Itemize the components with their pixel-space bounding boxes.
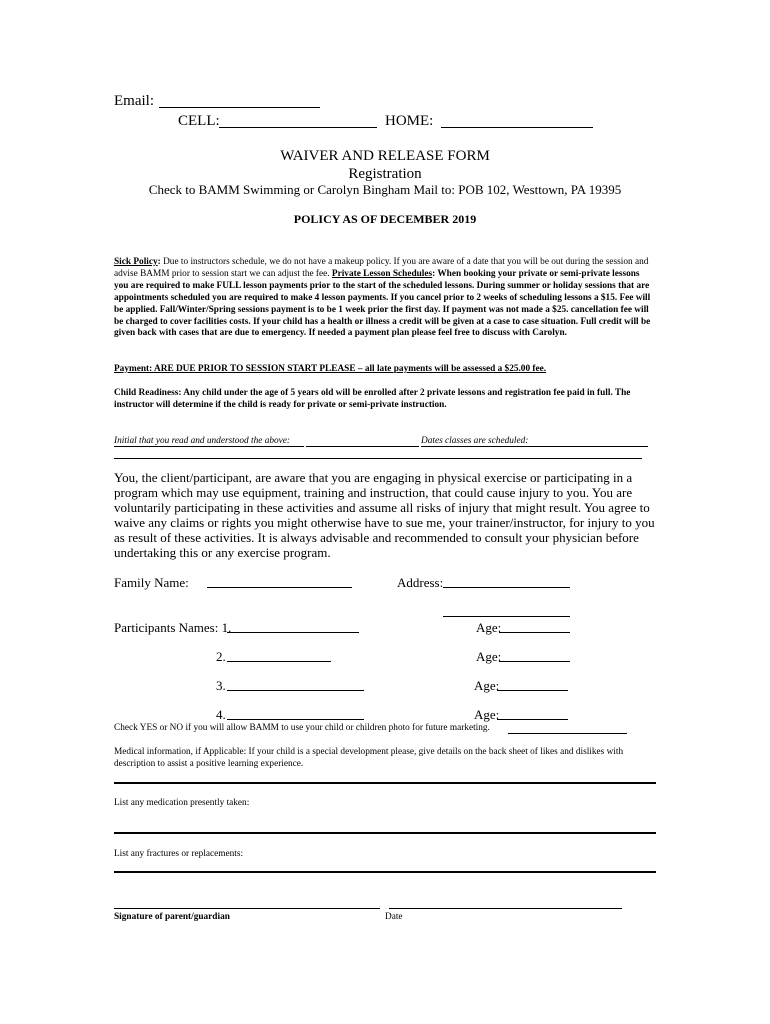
- policy-heading: POLICY AS OF DECEMBER 2019: [293, 212, 477, 226]
- home-label: HOME:: [385, 113, 434, 129]
- child-readiness-policy: Child Readiness: Any child under the age of 5 years old will be enrolled after 2 private lessons and registration fee paid in full. The instructor will determine if the child is ready for private or semi-private instruction.: [114, 388, 631, 410]
- address-label: Address:: [397, 575, 444, 590]
- date-label: Date: [385, 912, 403, 922]
- payment-policy: Payment: ARE DUE PRIOR TO SESSION START PLEASE – all late payments will be assessed a $25.00 fee.: [114, 364, 547, 374]
- private-lesson-text: When booking your private or semi-private lessons you are required to make FULL lesson payments prior to the start of the scheduled lessons. During summer or holiday sessions that are appointments scheduled you are required to make 4 lesson payments. If you cancel prior to 2 weeks of scheduling lessons a $15. Fee will be applied. Fall/Winter/Spring sessions payment is to be 1 week prior the first day. If payment was not made a $25. cancellation fee will be charged to cover facilities costs. If your child has a health or illness a credit will be given at a case to case situation. Full credit will be given back with cases that are due to emergency. If needed a payment plan please feel free to discuss with Carolyn.: [114, 268, 651, 339]
- fractures-label: List any fractures or replacements:: [114, 849, 244, 859]
- age-4-field[interactable]: [497, 719, 568, 720]
- address-field[interactable]: [443, 587, 570, 588]
- age-2-label: Age:: [476, 649, 502, 664]
- age-4-label: Age:: [474, 707, 500, 722]
- fractures-field[interactable]: [114, 871, 656, 873]
- participant-4-number: 4.: [216, 707, 226, 722]
- age-1-label: Age:: [476, 620, 502, 635]
- participant-2-number: 2.: [216, 649, 226, 664]
- photo-consent-label: Check YES or NO if you will allow BAMM to use your child or children photo for future marketing.: [114, 723, 490, 733]
- participant-2-field[interactable]: [227, 661, 331, 662]
- email-label: Email:: [114, 93, 154, 109]
- age-2-field[interactable]: [499, 661, 570, 662]
- age-1-field[interactable]: [499, 632, 570, 633]
- participant-1-field[interactable]: [227, 632, 359, 633]
- dates-label: Dates classes are scheduled:: [421, 436, 529, 446]
- sick-policy-label: Sick Policy: [114, 257, 158, 267]
- participants-label: Participants Names: 1.: [114, 620, 232, 635]
- cell-label: CELL:: [178, 113, 220, 129]
- signature-field[interactable]: [114, 908, 380, 909]
- address-field-line-2[interactable]: [443, 616, 570, 617]
- form-title: WAIVER AND RELEASE FORM: [280, 148, 490, 164]
- waiver-paragraph: You, the client/participant, are aware that you are engaging in physical exercise or participating in a program which may use equipment, training and instruction, that could cause injury to you. You are voluntarily participating in these activities and assume all risks of injury that might result. You agree to waive any claims or rights you might otherwise have to sue me, your trainer/instructor, for injury to you as result of these activities. It is always advisable and recommended to consult your physician before undertaking this or any exercise program.: [114, 470, 655, 560]
- dates-label-underline: [421, 446, 536, 447]
- medication-field[interactable]: [114, 832, 656, 834]
- initial-label: Initial that you read and understood the above:: [114, 436, 291, 446]
- medication-label: List any medication presently taken:: [114, 798, 250, 808]
- sick-policy-text: Due to instructors schedule, we do not have a makeup policy. If you are aware of a date that you will be out during the session and advise BAMM prior to session start we can adjust the fee.: [114, 257, 649, 279]
- form-subtitle: Registration: [348, 166, 422, 182]
- participant-4-field[interactable]: [227, 719, 364, 720]
- initial-label-underline: [114, 446, 304, 447]
- dates-field-continuation[interactable]: [114, 458, 642, 459]
- mail-instructions: Check to BAMM Swimming or Carolyn Bingham Mail to: POB 102, Westtown, PA 19395: [148, 182, 622, 197]
- cell-field[interactable]: [219, 127, 377, 128]
- email-field[interactable]: [159, 107, 320, 108]
- participant-3-number: 3.: [216, 678, 226, 693]
- medical-info-text: Medical information, if Applicable: If your child is a special development please, give details on the back sheet of likes and dislikes with description to assist a positive learning experience.: [114, 747, 624, 769]
- family-name-field[interactable]: [207, 587, 352, 588]
- sick-policy-paragraph: Sick Policy: Due to instructors schedule, we do not have a makeup policy. If you are aware of a date that you will be out during the session and advise BAMM prior to session start we can adjust the fee. Private Lesson Schedules: When booking your private or semi-private lessons you are required to make FULL lesson payments prior to the start of the scheduled lessons. During summer or holiday sessions that are appointments scheduled you are required to make 4 lesson payments. If you cancel prior to 2 weeks of scheduling lessons a $15. Fee will be applied. Fall/Winter/Spring sessions payment is to be 1 week prior the first day. If payment was not made a $25. cancellation fee will be charged to cover facilities costs. If your child has a health or illness a credit will be given at a case to case situation. Full credit will be given back with cases that are due to emergency. If needed a payment plan please feel free to discuss with Carolyn.: [114, 257, 651, 339]
- age-3-label: Age:: [474, 678, 500, 693]
- initial-field[interactable]: [306, 446, 419, 447]
- participant-3-field[interactable]: [227, 690, 364, 691]
- date-field[interactable]: [389, 908, 622, 909]
- photo-consent-field[interactable]: [508, 733, 627, 734]
- family-name-label: Family Name:: [114, 575, 189, 590]
- medical-info-field[interactable]: [114, 782, 656, 784]
- home-field[interactable]: [441, 127, 593, 128]
- private-lesson-label: Private Lesson Schedules: [331, 268, 433, 279]
- dates-field[interactable]: [536, 446, 648, 447]
- signature-label: Signature of parent/guardian: [114, 912, 230, 922]
- age-3-field[interactable]: [497, 690, 568, 691]
